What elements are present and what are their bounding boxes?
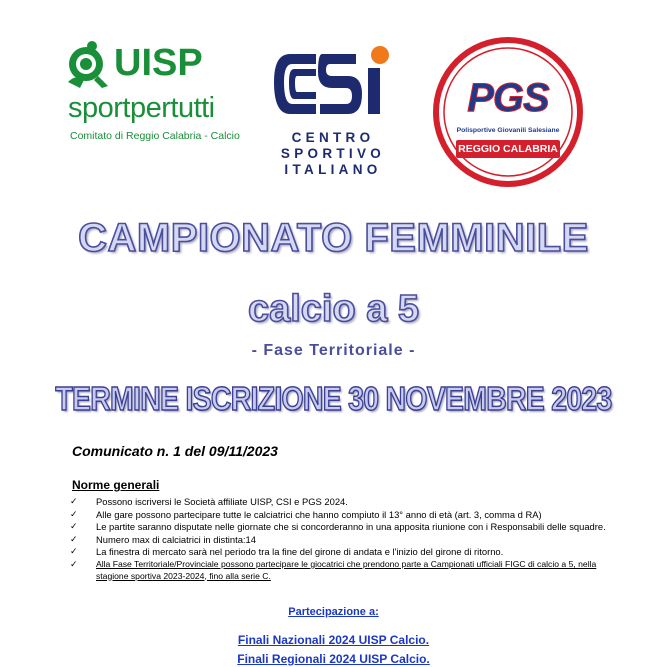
finali-regionali-link[interactable]: Finali Regionali 2024 UISP Calcio. [237,652,430,666]
csi-line2: SPORTIVO [280,146,386,161]
uisp-tagline: sportpertutti [68,92,215,124]
list-item [70,521,610,533]
checkmark-icon: ✓ [70,521,78,532]
uisp-committee: Comitato di Reggio Calabria - Calcio [70,130,240,142]
phase-label: - Fase Territoriale - [251,342,416,359]
checkmark-icon: ✓ [70,558,78,569]
section-title: Norme generali [72,478,160,492]
list-item-text: Alle gare possono partecipare tutte le calciatrici che hanno compiuto il 13° anno di età (art. 3, comma d RA) [96,508,542,520]
pgs-city: REGGIO CALABRIA [458,143,558,155]
pgs-logo [432,36,584,188]
list-item-text: Alla Fase Territoriale/Provinciale possono partecipare le giocatrici che prendono parte a Campionati ufficiali FIGC di calcio a 5, nella stagione sportiva 2023-2024, fino alla serie C. [96,558,597,581]
list-item [70,534,610,546]
list-item [70,496,610,508]
comunicato-line: Comunicato n. 1 del 09/11/2023 [72,443,278,459]
checkmark-icon: ✓ [70,496,78,506]
list-item [70,509,610,521]
page-subtitle: calcio a 5 [247,288,420,330]
csi-line1: CENTRO [291,130,375,145]
pgs-name: PGS [467,76,549,120]
list-item [70,546,610,558]
list-item-text: Possono iscriversi le Società affiliate UISP, CSI e PGS 2024. [96,496,348,507]
list-item-text: Numero max di calciatrici in distinta:14 [96,533,256,545]
page-title: CAMPIONATO FEMMINILE [78,216,589,260]
list-item-text: La finestra di mercato sarà nel periodo tra la fine del girone di andata e l'inizio del girone di ritorno. [96,546,504,558]
uisp-logo [62,38,240,148]
csi-line3: ITALIANO [284,162,382,177]
partecipazione-heading: Partecipazione a: [288,606,379,618]
checkmark-icon: ✓ [70,533,78,544]
uisp-name: UISP [114,42,203,84]
deadline-banner: TERMINE ISCRIZIONE 30 NOVEMBRE 2023 [55,380,612,417]
list-item-text: Le partite saranno disputate nelle giornate che si concorderanno in una apposita riunione con i Responsabili delle squadre. [96,521,606,533]
finali-nazionali-link[interactable]: Finali Nazionali 2024 UISP Calcio. [237,633,430,647]
uisp-player-icon [62,38,116,92]
csi-emblem-icon [270,42,398,126]
csi-logo [268,42,398,182]
checkmark-icon: ✓ [70,546,78,557]
checkmark-icon: ✓ [70,508,78,519]
pgs-subtitle: Polisportive Giovanili Salesiane [456,127,560,134]
list-item [70,559,610,582]
rules-list [70,496,610,583]
